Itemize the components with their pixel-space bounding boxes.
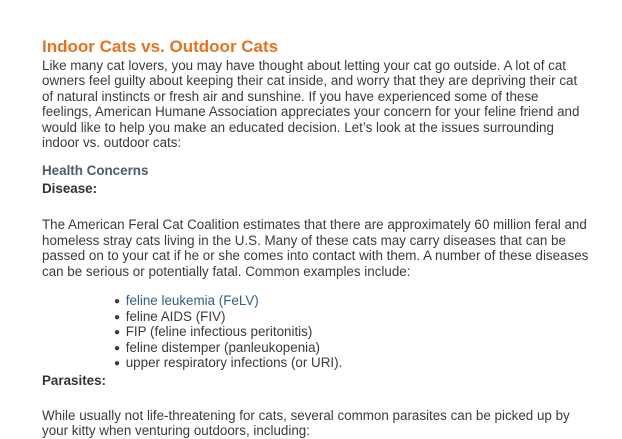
list-item bbox=[114, 356, 592, 372]
list-item-text: feline distemper (panleukopenia) bbox=[125, 339, 321, 355]
intro-paragraph: Like many cat lovers, you may have thought about letting your cat go outside. A lot of cat owners feel guilty about keeping their cat inside, and worry that they are depriving their cat of natural instincts or fresh air and sunshine. If you have experienced some of these feelings, American Humane Association appreciates your concern for your feline friend and would like to help you make an educated decision. Let’s look at the issues surrounding indoor vs. outdoor cats: bbox=[42, 58, 580, 151]
list-item bbox=[114, 325, 592, 341]
health-concerns-heading: Health Concerns bbox=[42, 163, 149, 179]
disease-list bbox=[114, 294, 592, 372]
bullet-icon: ● bbox=[114, 311, 121, 323]
bullet-icon: ● bbox=[114, 327, 121, 339]
list-item-text: upper respiratory infections (or URI). bbox=[125, 355, 343, 371]
parasites-heading: Parasites: bbox=[42, 373, 107, 389]
disease-paragraph: The American Feral Cat Coalition estimates that there are approximately 60 million feral and homeless stray cats living in the U.S. Many of these cats may carry diseases that can be passed on to your cat if he or she comes into contact with them. A number of these diseases can be serious or potentially fatal. Common examples include: bbox=[42, 217, 589, 279]
disease-heading: Disease: bbox=[42, 181, 98, 197]
list-item-text: feline AIDS (FIV) bbox=[125, 308, 226, 324]
bullet-icon: ● bbox=[114, 342, 121, 354]
list-item-text: FIP (feline infectious peritonitis) bbox=[125, 324, 313, 340]
list-item bbox=[114, 294, 592, 310]
bullet-icon: ● bbox=[114, 296, 121, 308]
page-title: Indoor Cats vs. Outdoor Cats bbox=[42, 37, 279, 56]
list-item bbox=[114, 341, 592, 357]
bullet-icon: ● bbox=[114, 358, 121, 370]
list-item bbox=[114, 310, 592, 326]
parasites-paragraph: While usually not life-threatening for cats, several common parasites can be picked up by your kitty when venturing outdoors, including: bbox=[42, 408, 570, 439]
feline-leukemia-link[interactable]: feline leukemia (FeLV) bbox=[125, 293, 259, 309]
